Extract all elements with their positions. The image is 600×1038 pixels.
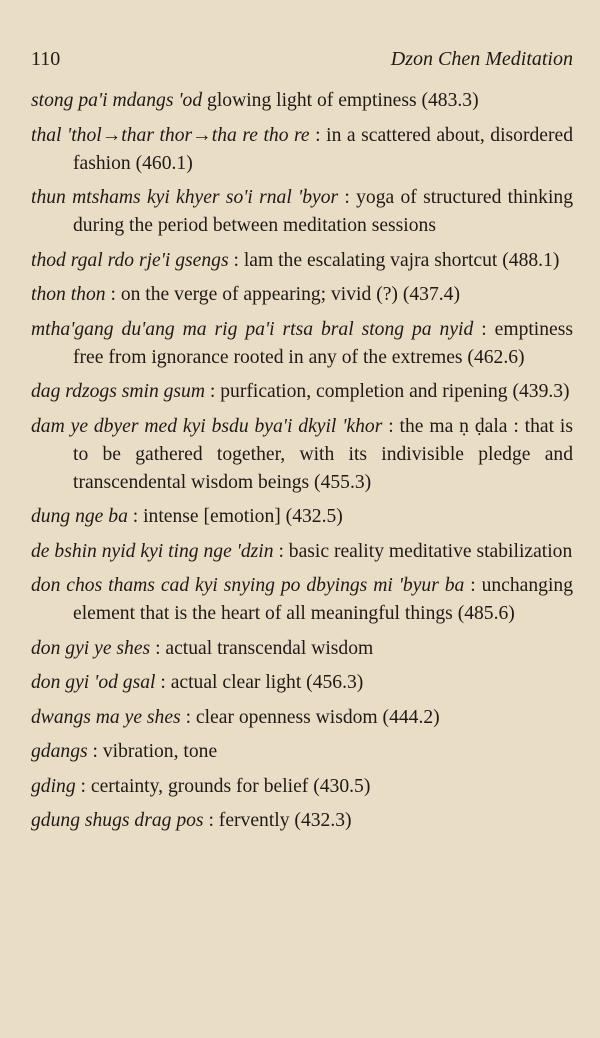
entry-definition: : on the verge of appearing; vivid (?) (437.4): [105, 284, 460, 305]
running-title: Dzon Chen Meditation: [390, 48, 573, 70]
entry-definition: : yoga of structured thinking during the period between meditation sessions: [73, 187, 573, 236]
glossary-list: [31, 87, 573, 835]
entry-term: dung nge ba: [31, 506, 128, 527]
entry-definition: : vibration, tone: [87, 741, 218, 762]
entry-term: don gyi 'od gsal: [31, 672, 156, 693]
glossary-entry: [31, 87, 573, 115]
glossary-entry: [31, 413, 573, 497]
entry-definition: : intense [emotion] (432.5): [127, 506, 343, 527]
glossary-entry: [31, 704, 573, 732]
entry-definition: : actual transcendal wisdom: [150, 637, 374, 659]
entry-term: thun mtshams kyi khyer so'i rnal 'byor: [31, 187, 339, 208]
glossary-entry: [31, 738, 573, 766]
entry-term: don gyi ye shes: [31, 637, 151, 659]
glossary-entry: [31, 538, 573, 566]
glossary-entry: [31, 635, 573, 663]
entry-term: thal 'thol→thar thor→tha re tho re: [31, 124, 310, 146]
entry-term: gdung shugs drag pos: [31, 810, 204, 831]
entry-term: thon thon: [31, 284, 106, 305]
entry-definition: : the ma ṇ ḍala : that is to be gathered together, with its indivisible pledge and transcendental wisdom beings (455.3): [73, 415, 573, 493]
glossary-entry: [31, 807, 573, 835]
glossary-entry: [31, 503, 573, 531]
entry-definition: : clear openness wisdom (444.2): [180, 706, 440, 728]
entry-term: dwangs ma ye shes: [31, 706, 181, 728]
entry-definition: glowing light of emptiness (483.3): [202, 90, 479, 111]
glossary-entry: [31, 184, 573, 240]
entry-definition: : certainty, grounds for belief (430.5): [75, 775, 371, 797]
entry-term: gdangs: [31, 741, 88, 762]
entry-term: thod rgal rdo rje'i gsengs: [31, 249, 229, 271]
entry-term: dag rdzogs smin gsum: [31, 381, 206, 402]
glossary-entry: [31, 247, 573, 275]
page-number: 110: [31, 48, 61, 70]
glossary-entry: [31, 122, 573, 178]
entry-term: don chos thams cad kyi snying po dbyings mi 'byur ba: [31, 575, 465, 596]
entry-term: gding: [31, 775, 76, 797]
entry-definition: : actual clear light (456.3): [155, 672, 364, 693]
entry-term: de bshin nyid kyi ting nge 'dzin: [31, 540, 274, 562]
entry-definition: : fervently (432.3): [203, 810, 352, 831]
entry-term: stong pa'i mdangs 'od: [31, 90, 203, 111]
glossary-entry: [31, 669, 573, 697]
entry-term: dam ye dbyer med kyi bsdu bya'i dkyil 'khor: [31, 415, 383, 437]
entry-definition: : in a scattered about, disordered fashion (460.1): [73, 124, 573, 174]
entry-definition: : unchanging element that is the heart of all meaningful things (485.6): [73, 575, 574, 624]
glossary-entry: [31, 572, 573, 628]
glossary-entry: [31, 281, 573, 309]
entry-definition: : basic reality meditative stabilization: [273, 540, 573, 562]
entry-term: mtha'gang du'ang ma rig pa'i rtsa bral stong pa nyid: [31, 318, 474, 340]
page-header: [31, 44, 573, 74]
entry-definition: : emptiness free from ignorance rooted in any of the extremes (462.6): [73, 318, 573, 368]
entry-definition: : lam the escalating vajra shortcut (488.1): [228, 249, 560, 271]
glossary-entry: [31, 316, 573, 372]
glossary-entry: [31, 378, 573, 406]
entry-definition: : purfication, completion and ripening (439.3): [205, 381, 570, 402]
book-page: [31, 44, 573, 842]
glossary-entry: [31, 773, 573, 801]
